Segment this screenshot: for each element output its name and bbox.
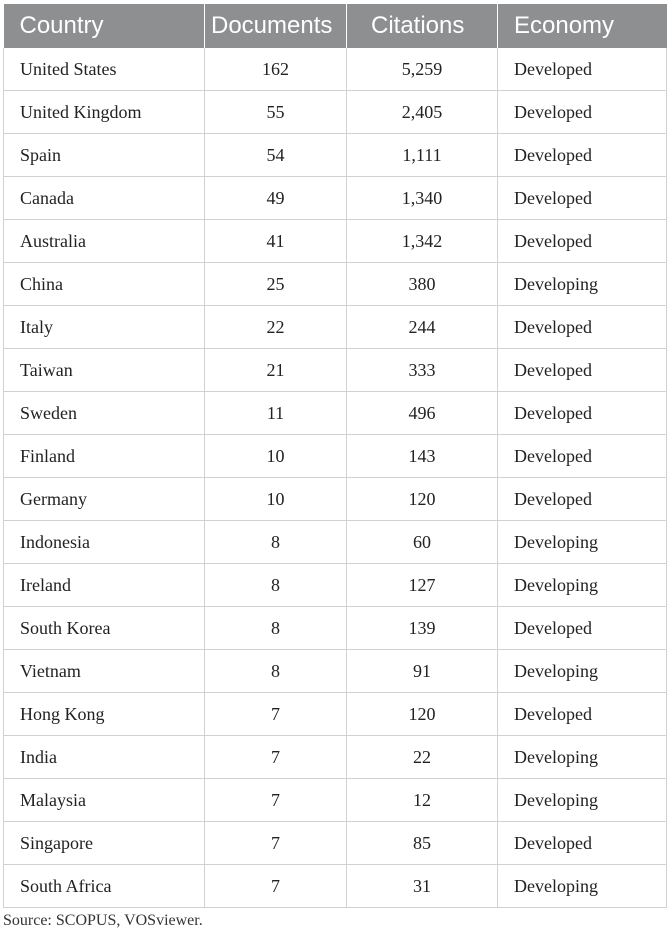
header-citations: Citations [347, 4, 498, 48]
table-row [4, 435, 667, 478]
cell-citations: 1,342 [347, 220, 498, 263]
table-header [4, 4, 667, 48]
cell-documents: 10 [205, 435, 347, 478]
cell-economy: Developed [498, 306, 667, 349]
cell-documents: 7 [205, 822, 347, 865]
cell-economy: Developed [498, 693, 667, 736]
cell-country: Canada [4, 177, 205, 220]
cell-country: Taiwan [4, 349, 205, 392]
cell-economy: Developed [498, 220, 667, 263]
header-country: Country [4, 4, 205, 48]
cell-citations: 1,111 [347, 134, 498, 177]
cell-documents: 54 [205, 134, 347, 177]
cell-citations: 120 [347, 478, 498, 521]
cell-citations: 22 [347, 736, 498, 779]
cell-documents: 8 [205, 607, 347, 650]
cell-citations: 91 [347, 650, 498, 693]
table-row [4, 349, 667, 392]
cell-economy: Developing [498, 263, 667, 306]
cell-documents: 22 [205, 306, 347, 349]
cell-country: Hong Kong [4, 693, 205, 736]
cell-economy: Developing [498, 521, 667, 564]
table-row [4, 521, 667, 564]
cell-documents: 11 [205, 392, 347, 435]
table-body [4, 48, 667, 908]
cell-economy: Developed [498, 134, 667, 177]
country-table-container [3, 4, 666, 908]
cell-country: Australia [4, 220, 205, 263]
header-documents: Documents [205, 4, 347, 48]
cell-documents: 162 [205, 48, 347, 91]
table-row [4, 134, 667, 177]
cell-citations: 12 [347, 779, 498, 822]
cell-economy: Developed [498, 91, 667, 134]
cell-country: Italy [4, 306, 205, 349]
table-row [4, 779, 667, 822]
table-row [4, 607, 667, 650]
cell-economy: Developing [498, 650, 667, 693]
table-row [4, 220, 667, 263]
cell-country: Vietnam [4, 650, 205, 693]
table-row [4, 48, 667, 91]
cell-citations: 85 [347, 822, 498, 865]
cell-documents: 25 [205, 263, 347, 306]
cell-citations: 496 [347, 392, 498, 435]
cell-economy: Developed [498, 392, 667, 435]
cell-country: Sweden [4, 392, 205, 435]
cell-documents: 10 [205, 478, 347, 521]
cell-country: Singapore [4, 822, 205, 865]
table-row [4, 564, 667, 607]
cell-economy: Developed [498, 435, 667, 478]
cell-country: United Kingdom [4, 91, 205, 134]
cell-citations: 333 [347, 349, 498, 392]
cell-economy: Developed [498, 478, 667, 521]
source-note: Source: SCOPUS, VOSviewer. [3, 912, 203, 929]
table-row [4, 177, 667, 220]
cell-citations: 380 [347, 263, 498, 306]
cell-documents: 7 [205, 779, 347, 822]
cell-economy: Developing [498, 865, 667, 908]
cell-documents: 55 [205, 91, 347, 134]
cell-country: South Korea [4, 607, 205, 650]
cell-country: Ireland [4, 564, 205, 607]
cell-citations: 244 [347, 306, 498, 349]
cell-documents: 7 [205, 736, 347, 779]
cell-citations: 139 [347, 607, 498, 650]
cell-economy: Developed [498, 48, 667, 91]
table-row [4, 865, 667, 908]
cell-documents: 21 [205, 349, 347, 392]
cell-economy: Developed [498, 607, 667, 650]
cell-documents: 7 [205, 693, 347, 736]
table-row [4, 306, 667, 349]
cell-country: China [4, 263, 205, 306]
cell-country: India [4, 736, 205, 779]
cell-country: Indonesia [4, 521, 205, 564]
header-row [4, 4, 667, 48]
cell-documents: 41 [205, 220, 347, 263]
cell-country: Finland [4, 435, 205, 478]
cell-economy: Developing [498, 736, 667, 779]
table-row [4, 822, 667, 865]
cell-citations: 1,340 [347, 177, 498, 220]
cell-economy: Developing [498, 779, 667, 822]
table-row [4, 91, 667, 134]
cell-documents: 7 [205, 865, 347, 908]
cell-citations: 120 [347, 693, 498, 736]
cell-citations: 31 [347, 865, 498, 908]
cell-citations: 60 [347, 521, 498, 564]
cell-economy: Developed [498, 177, 667, 220]
cell-documents: 8 [205, 564, 347, 607]
cell-economy: Developed [498, 822, 667, 865]
table-row [4, 650, 667, 693]
cell-documents: 8 [205, 521, 347, 564]
table-row [4, 693, 667, 736]
country-table [3, 4, 667, 908]
table-row [4, 392, 667, 435]
cell-documents: 49 [205, 177, 347, 220]
cell-country: United States [4, 48, 205, 91]
cell-country: South Africa [4, 865, 205, 908]
cell-citations: 127 [347, 564, 498, 607]
cell-country: Spain [4, 134, 205, 177]
table-row [4, 478, 667, 521]
cell-citations: 2,405 [347, 91, 498, 134]
cell-country: Malaysia [4, 779, 205, 822]
cell-documents: 8 [205, 650, 347, 693]
table-row [4, 263, 667, 306]
cell-country: Germany [4, 478, 205, 521]
cell-citations: 5,259 [347, 48, 498, 91]
header-economy: Economy [498, 4, 667, 48]
cell-economy: Developed [498, 349, 667, 392]
cell-citations: 143 [347, 435, 498, 478]
table-row [4, 736, 667, 779]
cell-economy: Developing [498, 564, 667, 607]
